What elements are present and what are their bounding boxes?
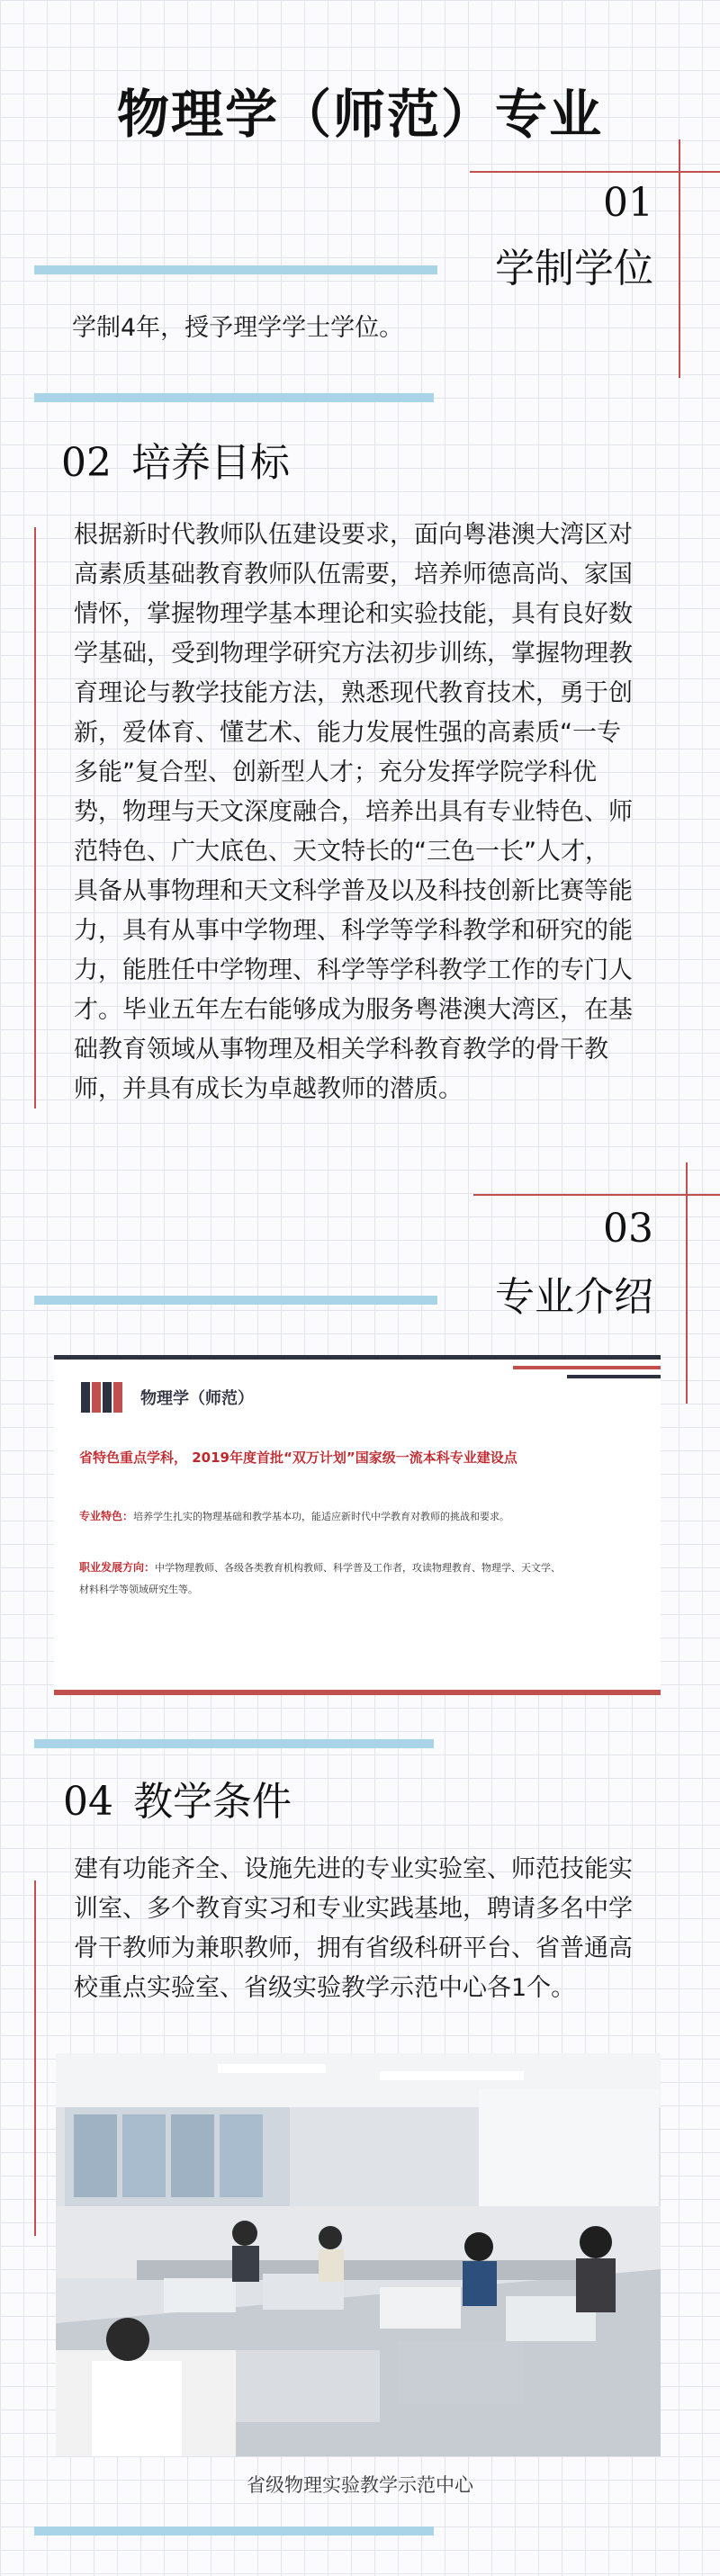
- card-accent-red: [513, 1366, 661, 1369]
- section-title: 学制学位: [495, 246, 653, 292]
- section-heading: [61, 430, 290, 488]
- training-goal-text: [74, 516, 659, 1109]
- paragraph-line: 校重点实验室、省级实验教学示范中心各1个。: [74, 1974, 576, 2002]
- paragraph-line: 新，爱体育、懂艺术、能力发展性强的高素质“一专: [74, 719, 621, 747]
- divider-bar: [34, 393, 434, 402]
- career-label: 职业发展方向：: [79, 1561, 156, 1574]
- paragraph-line: 根据新时代教师队伍建设要求，面向粤港澳大湾区对: [74, 521, 633, 549]
- paragraph-line: 师，并具有成长为卓越教师的潜质。: [74, 1075, 463, 1103]
- paragraph-line: 多能”复合型、创新型人才；充分发挥学院学科优: [74, 758, 597, 786]
- feature-text: 培养学生扎实的物理基础和教学基本功，能适应新时代中学教育对教师的挑战和要求。: [133, 1511, 510, 1522]
- card-heading: 物理学（师范）: [140, 1389, 254, 1408]
- paragraph-line: 力，能胜任中学物理、科学等学科教学工作的专门人: [74, 956, 633, 984]
- paragraph-line: 才。毕业五年左右能够成为服务粤港澳大湾区，在基: [74, 996, 633, 1024]
- card-highlight: 省特色重点学科， 2019年度首批“双万计划”国家级一流本科专业建设点: [79, 1450, 518, 1466]
- card-logo-blocks: [81, 1382, 131, 1413]
- divider-bar: [34, 1739, 434, 1748]
- section-number: 04: [63, 1779, 113, 1825]
- section-number: 02: [61, 440, 112, 486]
- card-top-rule: [54, 1355, 661, 1360]
- section-number: 01: [603, 180, 653, 226]
- paragraph-line: 骨干教师为兼职教师，拥有省级科研平台、省普通高: [74, 1934, 633, 1962]
- paragraph-line: 育理论与教学技能方法，熟悉现代教育技术，勇于创: [74, 679, 633, 707]
- paragraph-line: 训室、多个教育实习和专业实践基地，聘请多名中学: [74, 1895, 633, 1923]
- paragraph-line: 力，具有从事中学物理、科学等学科教学和研究的能: [74, 917, 633, 945]
- page-title: 物理学（师范）专业: [116, 84, 603, 145]
- career-text: 中学物理教师、各级各类教育机构教师、科学普及工作者，攻读物理教育、物理学、天文学、: [155, 1562, 562, 1574]
- paragraph-line: 情怀，掌握物理学基本理论和实验技能，具有良好数: [74, 600, 633, 628]
- divider-line: [679, 139, 680, 378]
- divider-line: [470, 171, 720, 173]
- divider-line: [34, 527, 36, 1108]
- divider-line: [686, 1162, 688, 1404]
- feature-label: 专业特色：: [79, 1510, 134, 1522]
- paragraph-line: 学基础，受到物理学研究方法初步训练，掌握物理教: [74, 640, 633, 668]
- section-heading: [63, 1769, 292, 1827]
- paragraph-line: 范特色、广大底色、天文特长的“三色一长”人才，: [74, 838, 609, 866]
- photo-caption: 省级物理实验教学示范中心: [247, 2474, 473, 2496]
- paragraph-line: 础教育领域从事物理及相关学科教育教学的骨干教: [74, 1036, 608, 1064]
- major-intro-card: [54, 1355, 661, 1695]
- divider-bar: [34, 2527, 434, 2536]
- career-text-cont: 材料科学等领域研究生等。: [79, 1584, 198, 1595]
- section-number: 03: [603, 1206, 653, 1252]
- lab-photo: [56, 2053, 661, 2456]
- paragraph-line: 势，物理与天文深度融合，培养出具有专业特色、师: [74, 798, 633, 826]
- section-title: 教学条件: [133, 1779, 292, 1825]
- section-title: 专业介绍: [495, 1274, 653, 1320]
- divider-bar: [34, 1296, 437, 1305]
- paragraph-line: 具备从事物理和天文科学普及以及科技创新比赛等能: [74, 877, 633, 905]
- card-feature: [79, 1508, 509, 1523]
- card-accent-dark: [567, 1375, 661, 1378]
- degree-text: 学制4年，授予理学学士学位。: [72, 314, 404, 342]
- section-title: 培养目标: [131, 440, 290, 486]
- teaching-conditions-text: [74, 1850, 659, 2008]
- card-bottom-rule: [54, 1690, 661, 1695]
- divider-bar: [34, 265, 437, 274]
- paragraph-line: 高素质基础教育教师队伍需要，培养师德高尚、家国: [74, 561, 633, 588]
- divider-line: [473, 1194, 720, 1196]
- paragraph-line: 建有功能齐全、设施先进的专业实验室、师范技能实: [74, 1855, 633, 1883]
- divider-line: [34, 1880, 36, 2236]
- card-career: [79, 1557, 561, 1601]
